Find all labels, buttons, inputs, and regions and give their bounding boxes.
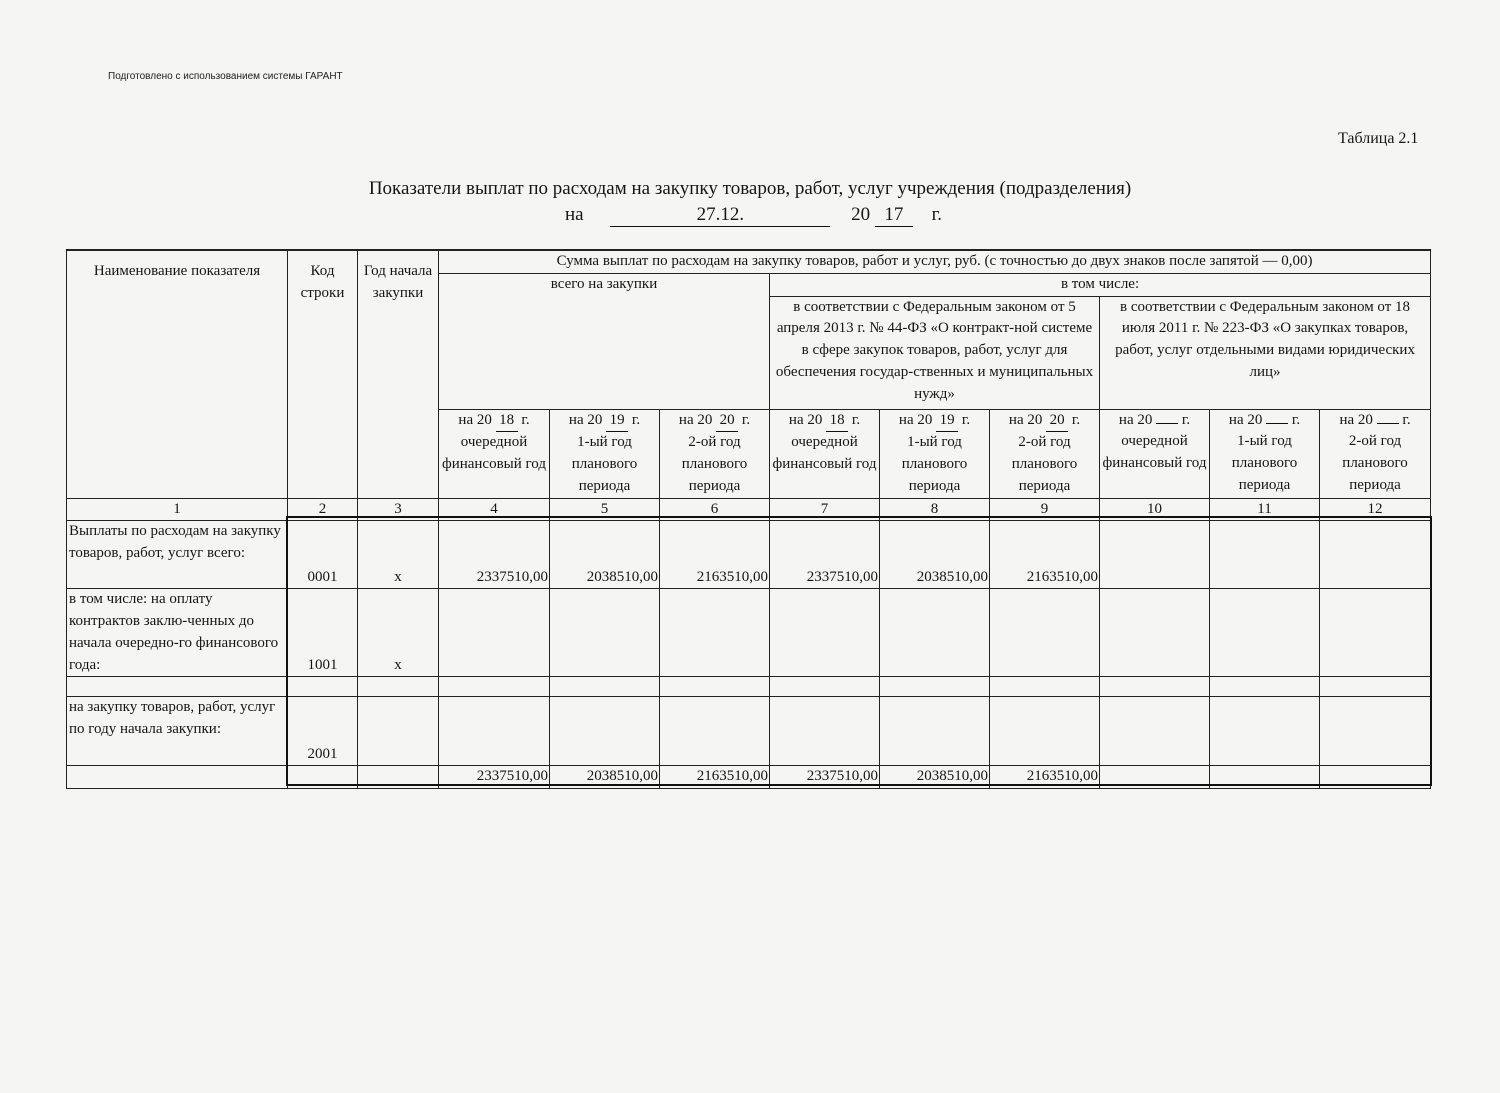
garant-note: Подготовлено с использованием системы ГАРАНТ (108, 71, 343, 82)
row-value (1100, 697, 1210, 766)
column-number: 5 (550, 498, 660, 521)
row-value (1210, 677, 1320, 697)
payments-table (66, 249, 1431, 789)
row-value: 2038510,00 (880, 521, 990, 589)
row-name: в том числе: на оплату контрактов заклю-ченных до начала очередно-го финансового года: (67, 589, 288, 677)
column-number: 12 (1320, 498, 1431, 521)
row-value (1210, 521, 1320, 589)
row-value: 2337510,00 (770, 766, 880, 789)
header-name: Наименование показателя (67, 250, 288, 498)
row-value (990, 697, 1100, 766)
row-value (1320, 697, 1431, 766)
period-desc: очередной финансовый год (441, 434, 547, 472)
row-code: 1001 (288, 589, 358, 677)
row-code: 0001 (288, 521, 358, 589)
period-desc: 1-ый год планового периода (901, 434, 968, 494)
row-value: 2163510,00 (660, 766, 770, 789)
row-value (439, 589, 550, 677)
header-period-4 (770, 409, 880, 498)
row-value (439, 697, 550, 766)
header-fz44: в соответствии с Федеральным законом от 5 апреля 2013 г. № 44-ФЗ «О контракт-ной системе в сфере закупок товаров, работ, услуг для обеспечения государ-ственных и муниципальных нужд» (770, 296, 1100, 409)
row-value (990, 677, 1100, 697)
column-number: 3 (358, 498, 439, 521)
header-period-9 (1320, 409, 1431, 498)
year-unit: г. (931, 204, 943, 225)
document-date-line (565, 204, 942, 227)
header-period-1 (439, 409, 550, 498)
row-year (358, 677, 439, 697)
year-value: 17 (875, 204, 913, 227)
header-period-2 (550, 409, 660, 498)
row-value: 2038510,00 (550, 521, 660, 589)
column-number: 7 (770, 498, 880, 521)
column-number: 11 (1210, 498, 1320, 521)
header-period-5 (880, 409, 990, 498)
period-na20: на 20 (1339, 411, 1373, 428)
period-na20: на 20 (458, 411, 492, 428)
row-name (67, 677, 288, 697)
period-year (1266, 423, 1288, 424)
row-value (1100, 677, 1210, 697)
header-code: Код строки (288, 250, 358, 498)
table-row (67, 697, 1431, 766)
period-desc: 2-ой год планового периода (1342, 433, 1408, 493)
row-value (770, 697, 880, 766)
row-value: 2337510,00 (439, 521, 550, 589)
row-name: Выплаты по расходам на закупку товаров, работ, услуг всего: (67, 521, 288, 589)
column-number: 10 (1100, 498, 1210, 521)
row-value (1210, 766, 1320, 789)
row-value (1320, 589, 1431, 677)
row-value (1100, 589, 1210, 677)
row-value: 2163510,00 (660, 521, 770, 589)
table-row (67, 766, 1431, 789)
period-year: 19 (936, 410, 958, 433)
row-code (288, 677, 358, 697)
row-value (1210, 697, 1320, 766)
column-number: 4 (439, 498, 550, 521)
row-value: 2163510,00 (990, 766, 1100, 789)
row-year: х (358, 521, 439, 589)
period-na20: на 20 (678, 411, 713, 428)
row-year (358, 766, 439, 789)
period-year: 18 (826, 410, 848, 433)
row-value (660, 589, 770, 677)
period-year (1156, 423, 1178, 424)
period-g: г. (631, 411, 641, 428)
column-number: 9 (990, 498, 1100, 521)
row-value: 2337510,00 (770, 521, 880, 589)
period-na20: на 20 (1118, 411, 1153, 428)
period-year: 20 (716, 410, 738, 433)
header-period-6 (990, 409, 1100, 498)
table-row (67, 677, 1431, 697)
period-year: 20 (1046, 410, 1068, 433)
row-value (660, 697, 770, 766)
row-value (550, 697, 660, 766)
period-desc: 1-ый год планового периода (571, 434, 638, 494)
column-number: 6 (660, 498, 770, 521)
row-value (1210, 589, 1320, 677)
period-g: г. (741, 411, 751, 428)
period-g: г. (961, 411, 971, 428)
date-value: 27.12. (610, 204, 830, 227)
period-na20: на 20 (898, 411, 933, 428)
row-value (1320, 521, 1431, 589)
row-value (550, 589, 660, 677)
column-number: 8 (880, 498, 990, 521)
header-period-7 (1100, 409, 1210, 498)
header-incl: в том числе: (770, 273, 1431, 296)
row-value (880, 697, 990, 766)
period-desc: очередной финансовый год (1102, 433, 1207, 471)
header-period-3 (660, 409, 770, 498)
period-year: 18 (496, 410, 518, 433)
row-code: 2001 (288, 697, 358, 766)
period-na20: на 20 (1228, 411, 1263, 428)
period-na20: на 20 (568, 411, 603, 428)
date-prefix: на (565, 204, 584, 225)
document-title: Показатели выплат по расходам на закупку товаров, работ, услуг учреждения (подразделения) (368, 178, 1132, 199)
row-value: 2038510,00 (550, 766, 660, 789)
row-value: 2337510,00 (439, 766, 550, 789)
row-value (1320, 766, 1431, 789)
period-desc: очередной финансовый год (772, 434, 877, 472)
row-value (990, 589, 1100, 677)
column-number: 1 (67, 498, 288, 521)
row-value: 2163510,00 (990, 521, 1100, 589)
period-g: г. (851, 411, 861, 428)
row-value: 2038510,00 (880, 766, 990, 789)
period-g: г. (1291, 411, 1301, 428)
column-number: 2 (288, 498, 358, 521)
row-year: х (358, 589, 439, 677)
row-value (550, 677, 660, 697)
period-desc: 1-ый год планового периода (1231, 433, 1298, 493)
period-na20: на 20 (1008, 411, 1043, 428)
period-na20: на 20 (788, 411, 823, 428)
row-year (358, 697, 439, 766)
header-period-8 (1210, 409, 1320, 498)
period-g: г. (1402, 411, 1411, 428)
table-row (67, 589, 1431, 677)
header-year: Год начала закупки (358, 250, 439, 498)
year-prefix: 20 (851, 204, 871, 225)
row-value (770, 589, 880, 677)
header-total: всего на закупки (439, 273, 770, 409)
row-value (880, 589, 990, 677)
period-g: г. (1071, 411, 1081, 428)
row-name (67, 766, 288, 789)
header-fz223: в соответствии с Федеральным законом от 18 июля 2011 г. № 223-ФЗ «О закупках товаров, работ, услуг отдельными видами юридических лиц» (1100, 296, 1431, 409)
row-value (660, 677, 770, 697)
row-value (1320, 677, 1431, 697)
header-sum: Сумма выплат по расходам на закупку товаров, работ и услуг, руб. (с точностью до двух знаков после запятой — 0,00) (439, 250, 1431, 273)
row-name: на закупку товаров, работ, услуг по году начала закупки: (67, 697, 288, 766)
table-number: Таблица 2.1 (1338, 130, 1419, 147)
period-year: 19 (606, 410, 628, 433)
period-g: г. (521, 411, 530, 428)
row-value (770, 677, 880, 697)
row-value (1100, 521, 1210, 589)
period-year (1377, 423, 1399, 424)
period-g: г. (1181, 411, 1191, 428)
row-value (1100, 766, 1210, 789)
row-code (288, 766, 358, 789)
row-value (439, 677, 550, 697)
period-desc: 2-ой год планового периода (681, 434, 748, 494)
row-value (880, 677, 990, 697)
period-desc: 2-ой год планового периода (1011, 434, 1078, 494)
table-row (67, 521, 1431, 589)
